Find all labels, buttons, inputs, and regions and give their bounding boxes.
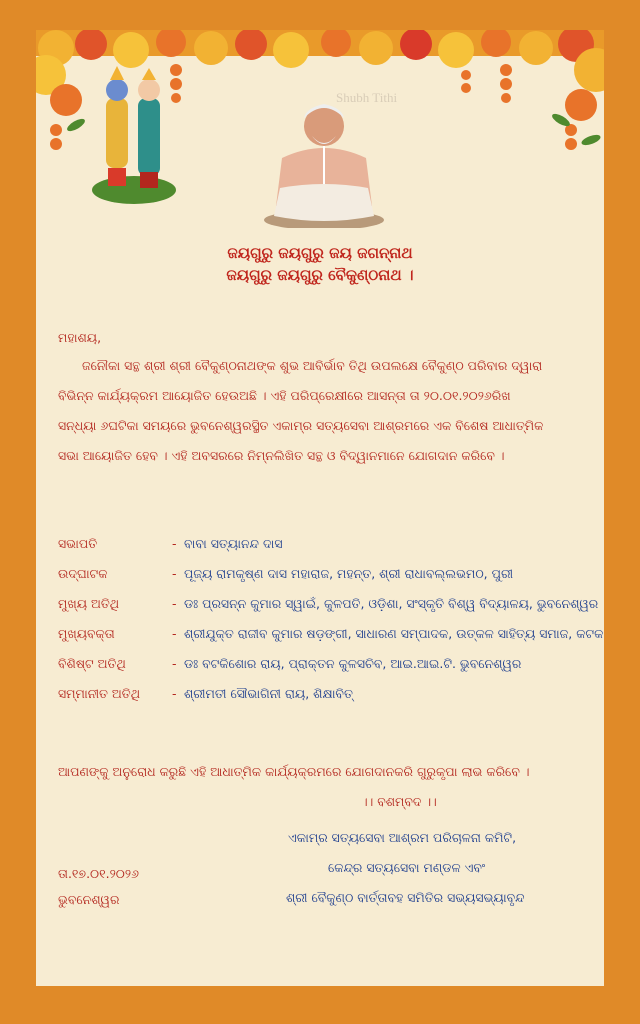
person-name: ବାବା ସତ୍ୟାନନ୍ଦ ଦାସ [184,536,283,551]
role-label: ମୁଖ୍ୟବକ୍ତା [58,626,115,641]
signatory-line-2: କେନ୍ଦ୍ର ସତ୍ୟସେବା ମଣ୍ଡଳ ଏବଂ [328,860,486,875]
role-label: ବିଶିଷ୍ଟ ଅତିଥି [58,656,126,671]
separator: - [172,656,177,671]
role-label: ମୁଖ୍ୟ ଅତିଥି [58,596,120,611]
role-label: ଉଦ୍‌ଘାଟକ [58,566,108,581]
separator: - [172,536,177,551]
request-line: ଆପଣଙ୍କୁ ଅନୁରୋଧ କରୁଛି ଏହି ଆଧାତ୍ମିକ କାର୍ଯ୍ୟକ୍ରମରେ ଯୋଗଦାନକରି ଗୁରୁକୃପା ଲାଭ କରିବେ । [58,764,530,779]
invitation-card [36,30,604,986]
body-line-4: ସଭା ଆୟୋଜିତ ହେବ । ଏହି ଅବସରରେ ନିମ୍ନଲିଖିତ ସନ୍ଥ ଓ ବିଦ୍ୱାନମାନେ ଯୋଗଦାନ କରିବେ । [58,448,505,463]
separator: - [172,566,177,581]
dignitary-row [58,560,598,588]
invocation-line-2: ଜୟଗୁରୁ ଜୟଗୁରୁ ବୈକୁଣ୍ଠନାଥ । [226,266,414,284]
person-name: ଡଃ ପ୍ରସନ୍ନ କୁମାର ସ୍ୱାଇଁ, କୁଳପତି, ଓଡ଼ିଶା, ସଂସ୍କୃତି ବିଶ୍ୱ ବିଦ୍ୟାଳୟ, ଭୁବନେଶ୍ୱର [184,596,599,611]
salutation: ମହାଶୟ, [58,330,102,345]
signatory-line-3: ଶ୍ରୀ ବୈକୁଣ୍ଠ ବାର୍ତ୍ତାବହ ସମିତିର ସଭ୍ୟସଭ୍ୟାବୃନ୍ଦ [286,890,525,905]
person-name: ପୂଜ୍ୟ ରାମକୃଷ୍ଣ ଦାସ ମହାରାଜ, ମହନ୍ତ, ଶ୍ରୀ ରାଧାବଲ୍ଲଭମଠ, ପୁରୀ [184,566,514,581]
role-label: ସଭାପତି [58,536,98,551]
dignitary-row [58,680,598,708]
body-line-1: ଜନୌକା ସନ୍ଥ ଶ୍ରୀ ଶ୍ରୀ ବୈକୁଣ୍ଠନାଥଙ୍କ ଶୁଭ ଆବିର୍ଭାବ ତିଥି ଉପଲକ୍ଷେ ବୈକୁଣ୍ଠ ପରିବାର ଦ୍ୱାରା [82,358,543,373]
person-name: ଡଃ ବଟକିଶୋର ରାୟ, ପ୍ରାକ୍ତନ କୁଳସଚିବ, ଆଇ.ଆଇ.ଟି. ଭୁବନେଶ୍ୱର [184,656,522,671]
closing-line: ।। ବଶମ୍ବଦ ।। [362,794,437,809]
separator: - [172,626,177,641]
radha-krishna-image [84,60,184,210]
separator: - [172,596,177,611]
dignitary-row [58,650,598,678]
person-name: ଶ୍ରୀମତୀ ସୌଭାଗିନୀ ରାୟ, ଶିକ୍ଷାବିତ୍ [184,686,353,701]
person-name: ଶ୍ରୀଯୁକ୍ତ ରାଜୀବ କୁମାର ଷଡ଼ଙ୍ଗୀ, ସାଧାରଣ ସମ୍ପାଦକ, ଉତ୍କଳ ସାହିତ୍ୟ ସମାଜ, କଟକ [184,626,604,641]
faint-watermark: Shubh Tithi [336,90,398,105]
place-text: ଭୁବନେଶ୍ୱର [58,892,120,907]
separator: - [172,686,177,701]
invocation-line-1: ଜୟଗୁରୁ ଜୟଗୁରୁ ଜୟ ଜଗନ୍ନାଥ [227,244,413,262]
role-label: ସମ୍ମାନୀତ ଅତିଥି [58,686,141,701]
dignitary-row [58,530,598,558]
saint-portrait [262,88,386,228]
body-line-2: ବିଭିନ୍ନ କାର୍ଯ୍ୟକ୍ରମ ଆୟୋଜିତ ହେଉଅଛି । ଏହି ପରିପ୍ରେକ୍ଷୀରେ ଆସନ୍ତା ତା ୨୦.୦୧.୨୦୨୬ରିଖ [58,388,511,403]
dignitary-row [58,590,598,618]
dignitary-row [58,620,604,648]
signatory-line-1: ଏକାମ୍ର ସତ୍ୟସେବା ଆଶ୍ରମ ପରିଚାଳନା କମିଟି, [288,830,517,845]
body-line-3: ସନ୍ଧ୍ୟା ୬ଘଟିକା ସମୟରେ ଭୁବନେଶ୍ୱରସ୍ଥିତ ଏକାମ୍ର ସତ୍ୟସେବା ଆଶ୍ରମରେ ଏକ ବିଶେଷ ଆଧାତ୍ମିକ [58,418,544,433]
date-text: ତା.୧୭.୦୧.୨୦୨୬ [58,866,139,881]
